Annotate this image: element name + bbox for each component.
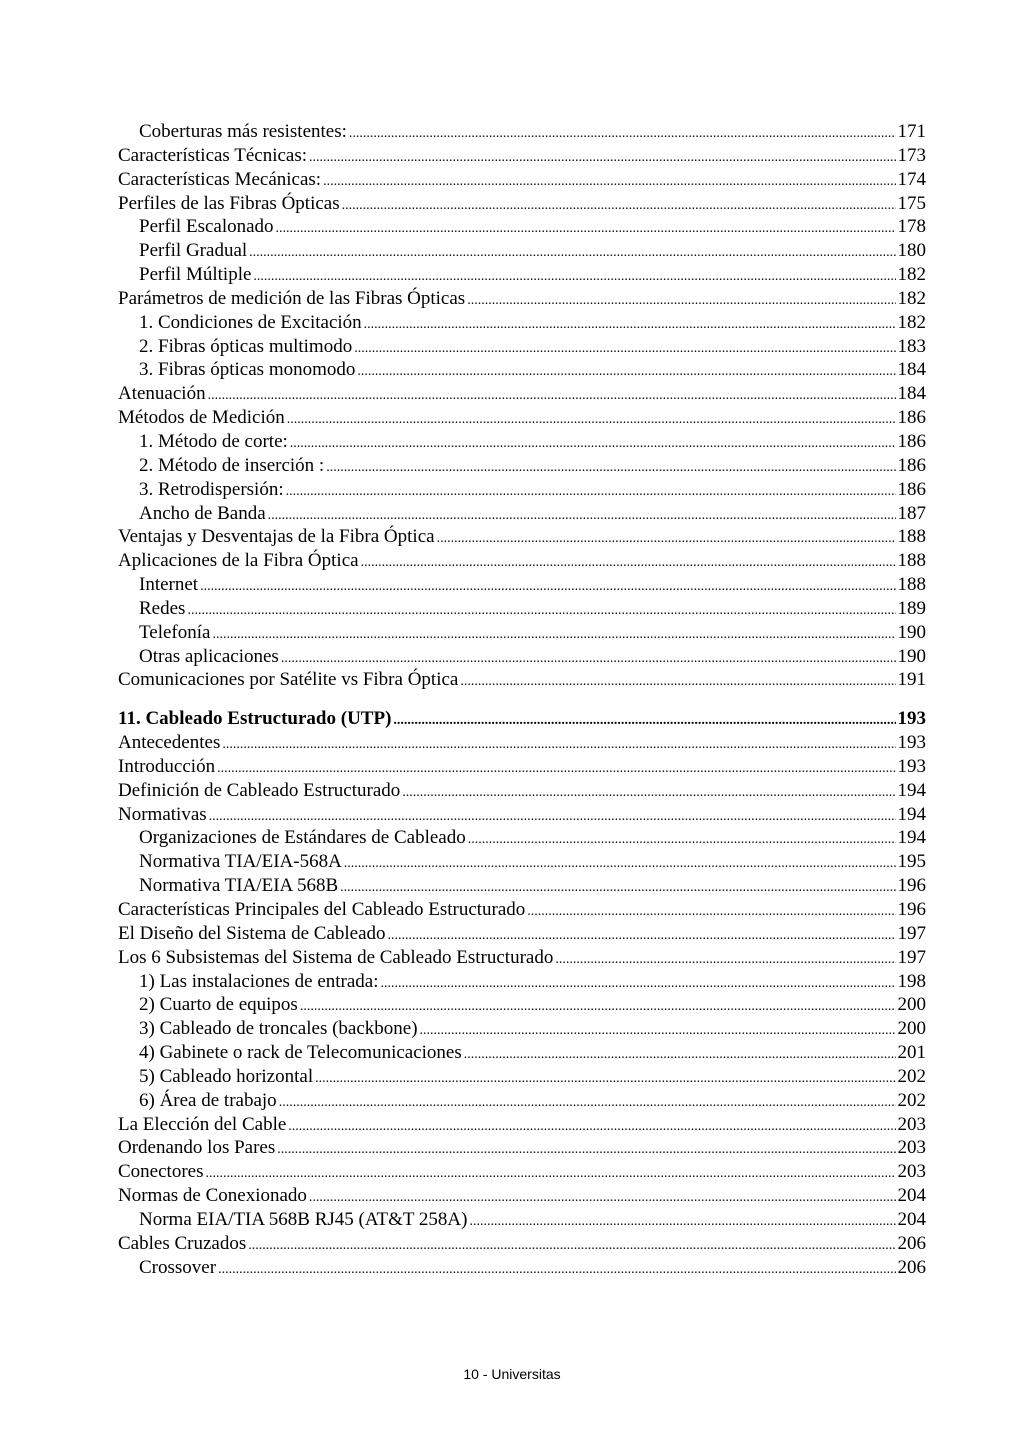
toc-entry[interactable]: [118, 874, 926, 898]
toc-dot-leader: [218, 1256, 895, 1282]
toc-entry[interactable]: [118, 621, 926, 645]
toc-dot-leader: [290, 430, 896, 456]
toc-entry[interactable]: [118, 263, 926, 287]
toc-entry[interactable]: [118, 922, 926, 946]
toc-entry[interactable]: [118, 1017, 926, 1041]
toc-entry[interactable]: [118, 311, 926, 335]
toc-entry-title: Características Principales del Cableado Estructurado: [118, 899, 526, 920]
toc-entry[interactable]: [118, 454, 926, 478]
toc-entry[interactable]: [118, 970, 926, 994]
toc-entry-title: 2. Fibras ópticas multimodo: [139, 335, 353, 357]
toc-dot-leader: [323, 168, 895, 194]
toc-entry-title: Perfil Múltiple: [139, 264, 252, 286]
toc-dot-leader: [381, 970, 896, 996]
toc-entry-title: 11. Cableado Estructurado (UTP): [118, 708, 392, 730]
toc-entry-page-number: 191: [897, 669, 926, 691]
toc-dot-leader: [300, 993, 896, 1019]
toc-entry-page-number: 194: [897, 803, 926, 825]
toc-dot-leader: [222, 731, 895, 757]
toc-dot-leader: [209, 803, 896, 829]
toc-dot-leader: [205, 1160, 895, 1186]
toc-entry-page-number: 188: [897, 526, 926, 548]
toc-entry[interactable]: [118, 1256, 926, 1280]
toc-dot-leader: [276, 215, 896, 241]
toc-entry[interactable]: [118, 406, 926, 430]
toc-entry-page-number: 201: [897, 1042, 926, 1064]
toc-entry-title: 5) Cableado horizontal: [139, 1065, 314, 1087]
toc-dot-leader: [208, 382, 896, 408]
toc-entry-page-number: 193: [897, 732, 926, 754]
toc-dot-leader: [309, 1184, 896, 1210]
toc-dot-leader: [268, 502, 896, 528]
toc-entry-page-number: 184: [897, 359, 926, 381]
toc-dot-leader: [340, 874, 895, 900]
toc-entry-page-number: 184: [897, 383, 926, 405]
toc-dot-leader: [279, 1089, 896, 1115]
toc-entry-page-number: 204: [897, 1208, 926, 1230]
toc-entry-title: 6) Área de trabajo: [139, 1089, 277, 1111]
toc-entry-title: Norma EIA/TIA 568B RJ45 (AT&T 258A): [139, 1208, 468, 1230]
toc-entry[interactable]: [118, 144, 926, 168]
toc-entry-title: Ancho de Banda: [139, 502, 266, 524]
toc-entry-page-number: 196: [897, 875, 926, 897]
toc-entry-title: Ventajas y Desventajas de la Fibra Óptica: [118, 526, 435, 548]
toc-entry-title: Aplicaciones de la Fibra Óptica: [118, 550, 359, 572]
toc-entry-title: 4) Gabinete o rack de Telecomunicaciones: [139, 1042, 462, 1064]
toc-dot-leader: [393, 707, 895, 733]
toc-entry-title: Organizaciones de Estándares de Cableado: [139, 827, 466, 849]
toc-entry-title: Antecedentes: [118, 732, 221, 754]
toc-entry-title: Otras aplicaciones: [139, 645, 279, 667]
toc-entry-page-number: 202: [897, 1089, 926, 1111]
toc-entry[interactable]: [118, 1136, 926, 1160]
toc-dot-leader: [344, 850, 896, 876]
toc-entry-page-number: 204: [897, 1185, 926, 1207]
toc-entry-title: Crossover: [139, 1256, 217, 1278]
toc-dot-leader: [388, 922, 896, 948]
toc-entry-page-number: 182: [897, 311, 926, 333]
toc-entry[interactable]: [118, 850, 926, 874]
toc-entry-title: 1. Método de corte:: [139, 430, 288, 452]
toc-entry[interactable]: [118, 168, 926, 192]
toc-dot-leader: [464, 1041, 896, 1067]
toc-entry-page-number: 195: [897, 851, 926, 873]
toc-entry-title: Ordenando los Pares: [118, 1137, 276, 1159]
toc-entry[interactable]: [118, 525, 926, 549]
toc-entry-page-number: 198: [897, 970, 926, 992]
toc-entry-page-number: 200: [897, 1018, 926, 1040]
toc-entry-page-number: 190: [897, 621, 926, 643]
toc-dot-leader: [287, 406, 896, 432]
toc-dot-leader: [402, 779, 895, 805]
toc-entry-page-number: 194: [897, 779, 926, 801]
toc-entry[interactable]: [118, 1208, 926, 1232]
toc-entry-page-number: 196: [897, 899, 926, 920]
toc-chapter-entry[interactable]: [118, 707, 926, 731]
toc-entry-page-number: 190: [897, 645, 926, 667]
toc-entry[interactable]: [118, 1065, 926, 1089]
toc-entry-title: Internet: [139, 574, 199, 596]
toc-dot-leader: [354, 335, 895, 361]
toc-dot-leader: [281, 645, 896, 671]
toc-entry-title: La Elección del Cable: [118, 1113, 287, 1135]
toc-dot-leader: [200, 573, 895, 599]
toc-entry[interactable]: [118, 755, 926, 779]
toc-entry-title: Normativas: [118, 803, 207, 825]
toc-entry-title: Perfil Escalonado: [139, 216, 274, 238]
toc-entry-title: Normativa TIA/EIA 568B: [139, 875, 339, 897]
toc-dot-leader: [249, 239, 895, 265]
toc-entry[interactable]: [118, 645, 926, 669]
toc-entry[interactable]: [118, 1160, 926, 1184]
toc-entry-title: 1) Las instalaciones de entrada:: [139, 970, 379, 992]
toc-entry-page-number: 206: [897, 1256, 926, 1278]
toc-entry[interactable]: [118, 1041, 926, 1065]
toc-entry[interactable]: [118, 382, 926, 406]
toc-entry-title: Normativa TIA/EIA-568A: [139, 851, 342, 873]
toc-entry-title: Perfiles de las Fibras Ópticas: [118, 192, 340, 214]
toc-entry[interactable]: [118, 1184, 926, 1208]
toc-entry-page-number: 197: [897, 946, 926, 968]
toc-entry-page-number: 182: [897, 287, 926, 309]
toc-dot-leader: [357, 358, 895, 384]
toc-entry[interactable]: [118, 1232, 926, 1256]
toc-entry-page-number: 175: [897, 192, 926, 214]
toc-entry-page-number: 183: [897, 335, 926, 357]
toc-entry-title: Redes: [139, 597, 186, 619]
toc-entry-page-number: 203: [897, 1137, 926, 1159]
toc-entry[interactable]: [118, 215, 926, 239]
toc-entry-page-number: 186: [897, 407, 926, 429]
toc-entry-page-number: 174: [897, 168, 926, 190]
toc-entry-title: 2) Cuarto de equipos: [139, 994, 298, 1016]
toc-entry[interactable]: [118, 549, 926, 573]
toc-entry-title: Parámetros de medición de las Fibras Ópticas: [118, 287, 466, 309]
toc-entry-page-number: 171: [897, 121, 926, 142]
toc-entry-title: Comunicaciones por Satélite vs Fibra Óptica: [118, 669, 459, 691]
toc-dot-leader: [349, 120, 896, 146]
toc-dot-leader: [277, 1136, 895, 1162]
toc-entry-page-number: 200: [897, 994, 926, 1016]
toc-entry-page-number: 186: [897, 478, 926, 500]
toc-dot-leader: [217, 755, 895, 781]
toc-dot-leader: [253, 263, 895, 289]
toc-entry-title: Coberturas más resistentes:: [139, 121, 347, 142]
toc-entry-title: El Diseño del Sistema de Cableado: [118, 922, 386, 944]
toc-entry-title: 2. Método de inserción :: [139, 454, 325, 476]
toc-entry[interactable]: [118, 826, 926, 850]
toc-dot-leader: [187, 597, 895, 623]
toc-entry-page-number: 193: [897, 755, 926, 777]
toc-entry[interactable]: [118, 1089, 926, 1113]
toc-entry-page-number: 188: [897, 550, 926, 572]
toc-dot-leader: [361, 549, 896, 575]
toc-entry[interactable]: [118, 358, 926, 382]
toc-dot-leader: [309, 144, 895, 170]
toc-entry-title: 3) Cableado de troncales (backbone): [139, 1018, 418, 1040]
toc-entry-title: Definición de Cableado Estructurado: [118, 779, 401, 801]
toc-entry[interactable]: [118, 898, 926, 922]
toc-entry[interactable]: [118, 779, 926, 803]
toc-dot-leader: [437, 525, 896, 551]
page-footer: 10 - Universitas: [463, 1366, 561, 1382]
toc-entry[interactable]: [118, 478, 926, 502]
toc-entry-title: Características Mecánicas:: [118, 168, 322, 190]
toc-entry-title: Métodos de Medición: [118, 407, 285, 429]
toc-entry-title: Los 6 Subsistemas del Sistema de Cableado Estructurado: [118, 946, 554, 968]
toc-entry-page-number: 194: [897, 827, 926, 849]
toc-entry[interactable]: [118, 1113, 926, 1137]
toc-entry[interactable]: [118, 335, 926, 359]
toc-dot-leader: [460, 668, 895, 694]
toc-dot-leader: [212, 621, 895, 647]
toc-entry-title: 3. Fibras ópticas monomodo: [139, 359, 356, 381]
toc-entry-title: 1. Condiciones de Excitación: [139, 311, 362, 333]
toc-dot-leader: [467, 287, 895, 313]
toc-entry-page-number: 202: [897, 1065, 926, 1087]
toc-entry-title: Conectores: [118, 1161, 204, 1183]
toc-entry-page-number: 182: [897, 264, 926, 286]
toc-entry[interactable]: [118, 502, 926, 526]
toc-entry[interactable]: [118, 803, 926, 827]
toc-entry-page-number: 189: [897, 597, 926, 619]
toc-entry-page-number: 203: [897, 1113, 926, 1135]
toc-entry[interactable]: [118, 430, 926, 454]
toc-entry-title: 3. Retrodispersión:: [139, 478, 284, 500]
toc-entry-page-number: 186: [897, 454, 926, 476]
toc-entry[interactable]: [118, 731, 926, 755]
toc-entry[interactable]: [118, 573, 926, 597]
toc-entry-title: Atenuación: [118, 383, 206, 405]
toc-dot-leader: [469, 1208, 895, 1234]
toc-entry-page-number: 188: [897, 574, 926, 596]
toc-entry-title: Perfil Gradual: [139, 240, 248, 262]
toc-entry-page-number: 206: [897, 1232, 926, 1254]
toc-entry-page-number: 186: [897, 430, 926, 452]
toc-dot-leader: [248, 1232, 895, 1258]
toc-entry[interactable]: [118, 120, 926, 144]
toc-entry[interactable]: [118, 993, 926, 1017]
toc-entry-title: Introducción: [118, 755, 216, 777]
toc-dot-leader: [288, 1113, 895, 1139]
toc-dot-leader: [286, 478, 896, 504]
toc-dot-leader: [364, 311, 896, 337]
toc-entry[interactable]: [118, 239, 926, 263]
toc-dot-leader: [420, 1017, 896, 1043]
toc-dot-leader: [527, 898, 895, 924]
toc-entry-page-number: 197: [897, 922, 926, 944]
table-of-contents: [118, 120, 926, 1280]
toc-entry-page-number: 193: [897, 708, 926, 730]
toc-entry-page-number: 178: [897, 216, 926, 238]
toc-entry-page-number: 180: [897, 240, 926, 262]
toc-entry-page-number: 173: [897, 144, 926, 166]
toc-dot-leader: [326, 454, 895, 480]
toc-entry-title: Características Técnicas:: [118, 144, 308, 166]
toc-entry-title: Normas de Conexionado: [118, 1185, 307, 1207]
toc-entry-page-number: 203: [897, 1161, 926, 1183]
toc-entry[interactable]: [118, 192, 926, 216]
toc-entry-page-number: 187: [897, 502, 926, 524]
toc-entry[interactable]: [118, 597, 926, 621]
toc-entry-title: Telefonía: [139, 621, 211, 643]
toc-dot-leader: [555, 946, 895, 972]
toc-entry[interactable]: [118, 668, 926, 692]
toc-entry[interactable]: [118, 946, 926, 970]
toc-dot-leader: [315, 1065, 895, 1091]
toc-entry-title: Cables Cruzados: [118, 1232, 247, 1254]
toc-dot-leader: [342, 192, 896, 218]
toc-entry[interactable]: [118, 287, 926, 311]
toc-dot-leader: [468, 826, 896, 852]
